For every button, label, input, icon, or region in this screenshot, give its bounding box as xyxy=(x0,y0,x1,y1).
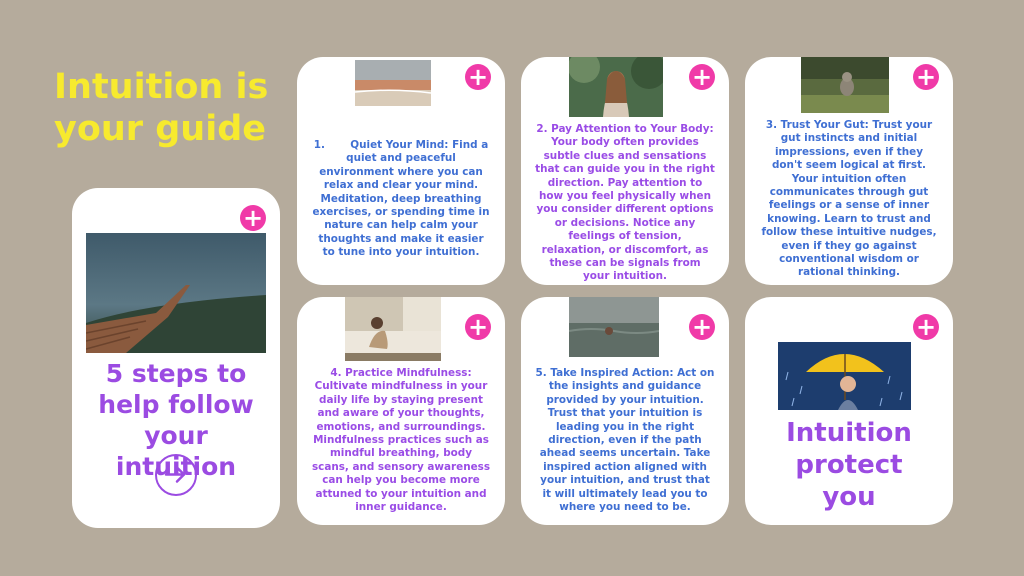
closing-title: Intuition protect you xyxy=(786,418,912,512)
step-card-action xyxy=(521,297,729,525)
step-card-mindfulness xyxy=(297,297,505,525)
foggy-boardwalk-photo xyxy=(86,233,266,353)
step-3-text: 3. Trust Your Gut: Trust your gut instincts and initial impressions, even if they don't seem logical at first. Your intuition often communicates through gut feelings or a sense of inner knowing. Learn to trust and follow these intuitive nudges, even if they go against conventional wisdom or rational thinking. xyxy=(761,119,937,279)
cat-on-grass-photo xyxy=(801,57,889,113)
step-2-text: 2. Pay Attention to Your Body: Your body often provides subtle clues and sensations that can guide you in the right direction. Pay attention to how you feel physically when you consider different options or decisions. Notice any feelings of tension, relaxation, or discomfort, as these can be signals from your intuition. xyxy=(535,123,715,283)
woman-on-sofa-photo xyxy=(345,297,441,361)
woman-in-nature-photo xyxy=(569,57,663,117)
step-1-text: 1. Quiet Your Mind: Find a quiet and peaceful environment where you can relax and clear your mind. Meditation, deep breathing exercises, or spending time in nature can help calm your thoughts and make it easier to tune into your intuition. xyxy=(312,139,490,259)
step-card-body xyxy=(521,57,729,285)
step-card-quiet-mind xyxy=(297,57,505,285)
arrow-right-icon xyxy=(157,456,194,493)
intro-title: 5 steps to help follow your intuition xyxy=(98,359,254,481)
plus-icon[interactable]: + xyxy=(465,64,491,90)
next-arrow-button[interactable] xyxy=(155,454,197,496)
plus-icon[interactable]: + xyxy=(913,314,939,340)
plus-icon[interactable]: + xyxy=(689,314,715,340)
step-5-text: 5. Take Inspired Action: Act on the insights and guidance provided by your intuition. Trust that your intuition is leading you in the right direction, even if the path ahead seems uncertain. Take inspired action aligned with your intuition, and trust that it will ultimately lead you to where you need to be. xyxy=(535,367,715,514)
closing-card xyxy=(745,297,953,525)
page-headline: Intuition is your guide xyxy=(54,67,269,149)
step-card-gut xyxy=(745,57,953,285)
child-with-umbrella-photo xyxy=(778,342,911,410)
plus-icon[interactable]: + xyxy=(240,205,266,231)
beach-photo xyxy=(355,60,431,106)
step-4-text: 4. Practice Mindfulness: Cultivate mindfulness in your daily life by staying present and aware of your thoughts, emotions, and surroundings. Mindfulness practices such as mindful breathing, body scans, and sensory awareness can help you become more attuned to your intuition and inner guidance. xyxy=(311,367,491,514)
plus-icon[interactable]: + xyxy=(465,314,491,340)
plus-icon[interactable]: + xyxy=(913,64,939,90)
swimmer-photo xyxy=(569,297,659,357)
plus-icon[interactable]: + xyxy=(689,64,715,90)
intro-card xyxy=(72,188,280,528)
